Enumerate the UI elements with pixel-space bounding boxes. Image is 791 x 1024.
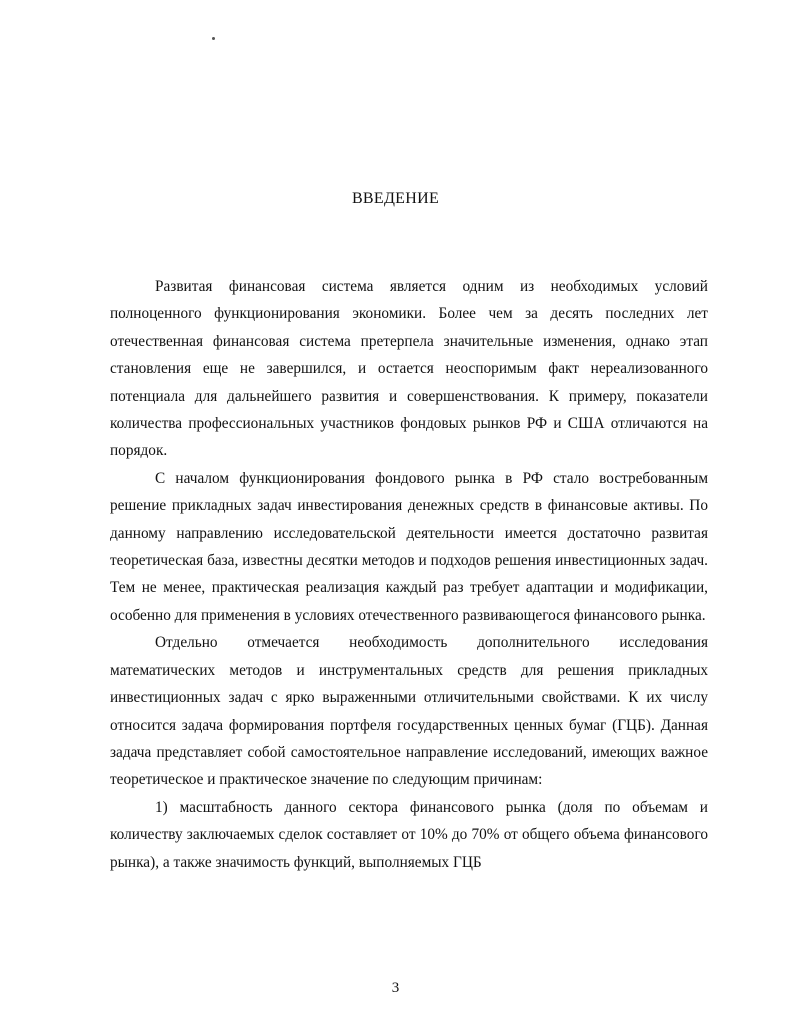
page-title: ВВЕДЕНИЕ	[351, 190, 440, 207]
paragraph-4: 1) масштабность данного сектора финансового рынка (доля по объемам и количеству заключаемых сделок составляет от 10% до 70% от общего объема финансового рынка), а также значимость функций, выполняемых ГЦБ	[110, 798, 708, 871]
paragraph-1: Развитая финансовая система является одним из необходимых условий полноценного функционирования экономики. Более чем за десять последних лет отечественная финансовая система претерпела значительные изменения, однако этап становления еще не завершился, и остается неоспоримым факт нереализованного потенциала для дальнейшего развития и совершенствования. К примеру, показатели количества профессиональных участников фондовых рынков РФ и США отличаются на порядок.	[110, 278, 708, 460]
paragraph-3: Отдельно отмечается необходимость дополнительного исследования математических методов и инструментальных средств для решения прикладных инвестиционных задач с ярко выраженными отличительными свойствами. К их числу относится задача формирования портфеля государственных ценных бумаг (ГЦБ). Данная задача представляет собой самостоятельное направление исследований, имеющих важное теоретическое и практическое значение по следующим причинам:	[110, 634, 708, 789]
paragraph-2: С началом функционирования фондового рынка в РФ стало востребованным решение прикладных задач инвестирования денежных средств в финансовые активы. По данному направлению исследовательской деятельности имеется достаточно развитая теоретическая база, известны десятки методов и подходов решения инвестиционных задач. Тем не менее, практическая реализация каждый раз требует адаптации и модификации, особенно для применения в условиях отечественного развивающегося финансового рынка.	[110, 469, 708, 624]
scan-speck	[212, 37, 215, 40]
document-body	[110, 273, 708, 876]
page-number: 3	[391, 980, 400, 996]
